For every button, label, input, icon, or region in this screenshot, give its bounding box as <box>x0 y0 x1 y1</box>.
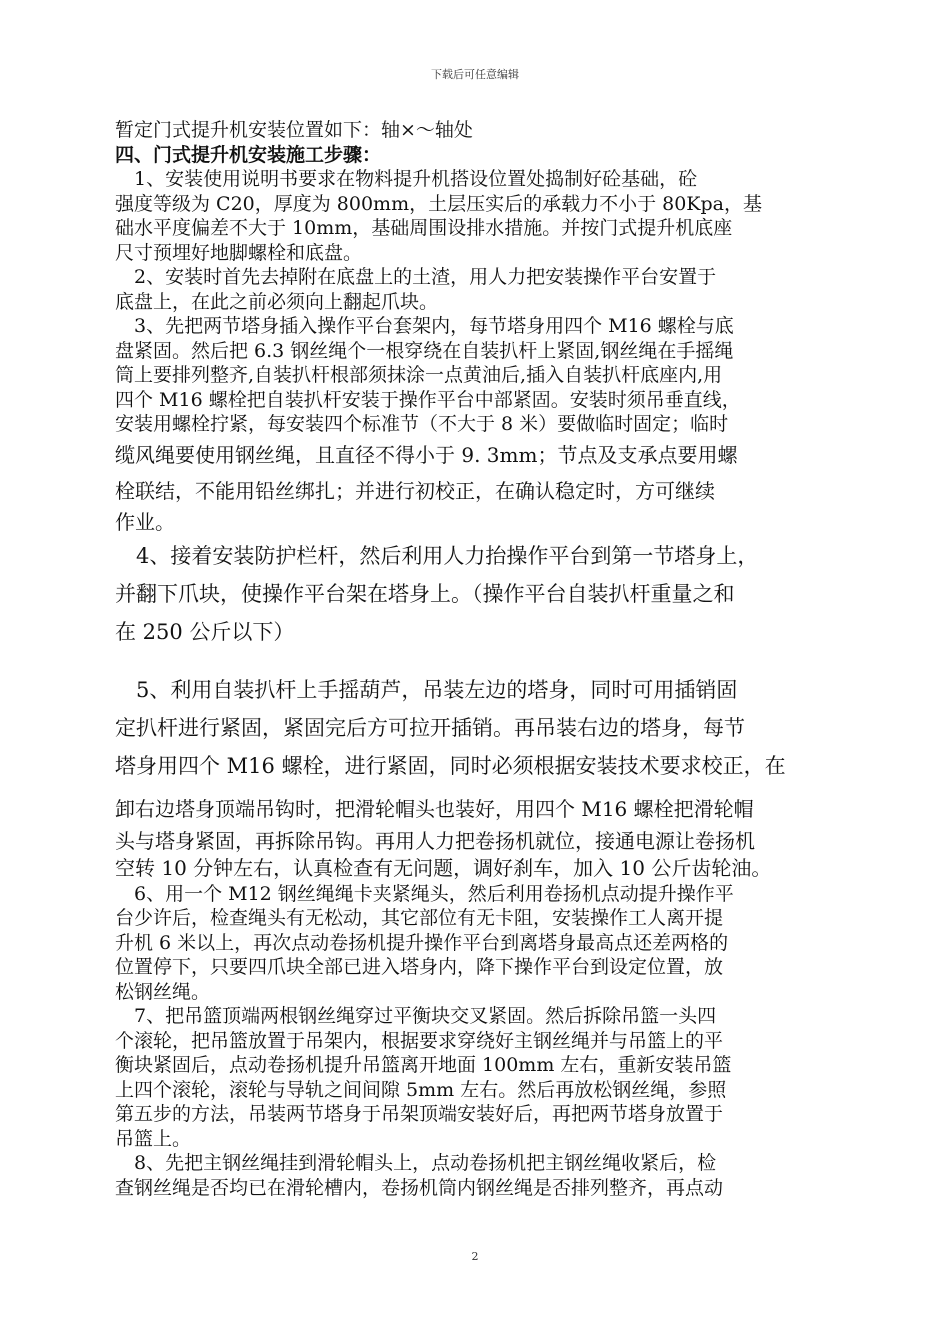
section-heading: 四、门式提升机安装施工步骤： <box>115 143 382 166</box>
step-8-paragraph: 8、先把主钢丝绳挂到滑轮帽头上，点动卷扬机把主钢丝绳收紧后，检 查钢丝绳是否均已在滑轮槽内，卷扬机筒内钢丝绳是否排列整齐，再点动 <box>115 1152 724 1199</box>
step-5-paragraph: 5、利用自装扒杆上手摇葫芦，吊装左边的塔身，同时可用插销固 定扒杆进行紧固，紧固完后方可拉开插销。再吊装右边的塔身，每节 塔身用四个 M16 螺栓，进行紧固，同时必须根据安装技术要求校正，在 <box>115 677 786 778</box>
page-header: 下载后可任意编辑 <box>431 68 519 81</box>
step-3-paragraph: 3、先把两节塔身插入操作平台套架内，每节塔身用四个 M16 螺栓与底 盘紧固。然后把 6.3 钢丝绳个一根穿绕在自装扒杆上紧固,钢丝绳在手摇绳 筒上要排列整齐,自装扒杆根部须抹涂一点黄油后,插入自装扒杆底座内,用 四个 M16 螺栓把自装扒杆安装于操作平台中部紧固。安装时须吊垂直线， 安装用螺栓拧紧，每安装四个标准节（不大于 8 米）要做临时固定；临时 <box>115 315 741 435</box>
document-body <box>115 118 840 1200</box>
step-7-paragraph: 7、把吊篮顶端两根钢丝绳穿过平衡块交叉紧固。然后拆除吊篮一头四 个滚轮，把吊篮放置于吊架内，根据要求穿绕好主钢丝绳并与吊篮上的平 衡块紧固后，点动卷扬机提升吊篮离开地面 100mm 左右，重新安装吊篮 上四个滚轮，滚轮与导轨之间间隙 5mm 左右。然后再放松钢丝绳，参照 第五步的方法，吊装两节塔身于吊架顶端安装好后，再把两节塔身放置于 吊篮上。 <box>115 1005 732 1150</box>
step-6-paragraph: 6、用一个 M12 钢丝绳绳卡夹紧绳头，然后利用卷扬机点动提升操作平 台少许后，检查绳头有无松动，其它部位有无卡阻，安装操作工人离开提 升机 6 米以上，再次点动卷扬机提升操作平台到离塔身最高点还差两格的 位置停下，只要四爪块全部已进入塔身内，降下操作平台到设定位置，放 松钢丝绳。 <box>115 882 734 1003</box>
step-3-continued: 缆风绳要使用钢丝绳，且直径不得小于 9. 3mm；节点及支承点要用螺 栓联结，不能用铅丝绑扎；并进行初校正，在确认稳定时，方可继续 作业。 <box>115 442 738 534</box>
step-1-paragraph: 1、安装使用说明书要求在物料提升机搭设位置处捣制好砼基础，砼 强度等级为 C20，厚度为 800mm，土层压实后的承载力不小于 80Kpa，基 础水平度偏差不大于 10mm，基础周围设排水措施。并按门式提升机底座 尺寸预埋好地脚螺栓和底盘。 <box>115 168 762 264</box>
step-5-continued: 卸右边塔身顶端吊钩时，把滑轮帽头也装好，用四个 M16 螺栓把滑轮帽 头与塔身紧固，再拆除吊钩。再用人力把卷扬机就位，接通电源让卷扬机 空转 10 分钟左右，认真检查有无问题，调好刹车，加入 10 公斤齿轮油。 <box>115 796 772 880</box>
location-paragraph: 暂定门式提升机安装位置如下：轴×～轴处 <box>115 119 473 141</box>
step-4-paragraph: 4、接着安装防护栏杆，然后利用人力抬操作平台到第一节塔身上， 并翻下爪块，使操作平台架在塔身上。（操作平台自装扒杆重量之和 在 250 公斤以下） <box>115 543 759 644</box>
page-number: 2 <box>471 1250 479 1263</box>
step-2-paragraph: 2、安装时首先去掉附在底盘上的土渣，用人力把安装操作平台安置于 底盘上，在此之前必须向上翻起爪块。 <box>115 266 717 313</box>
